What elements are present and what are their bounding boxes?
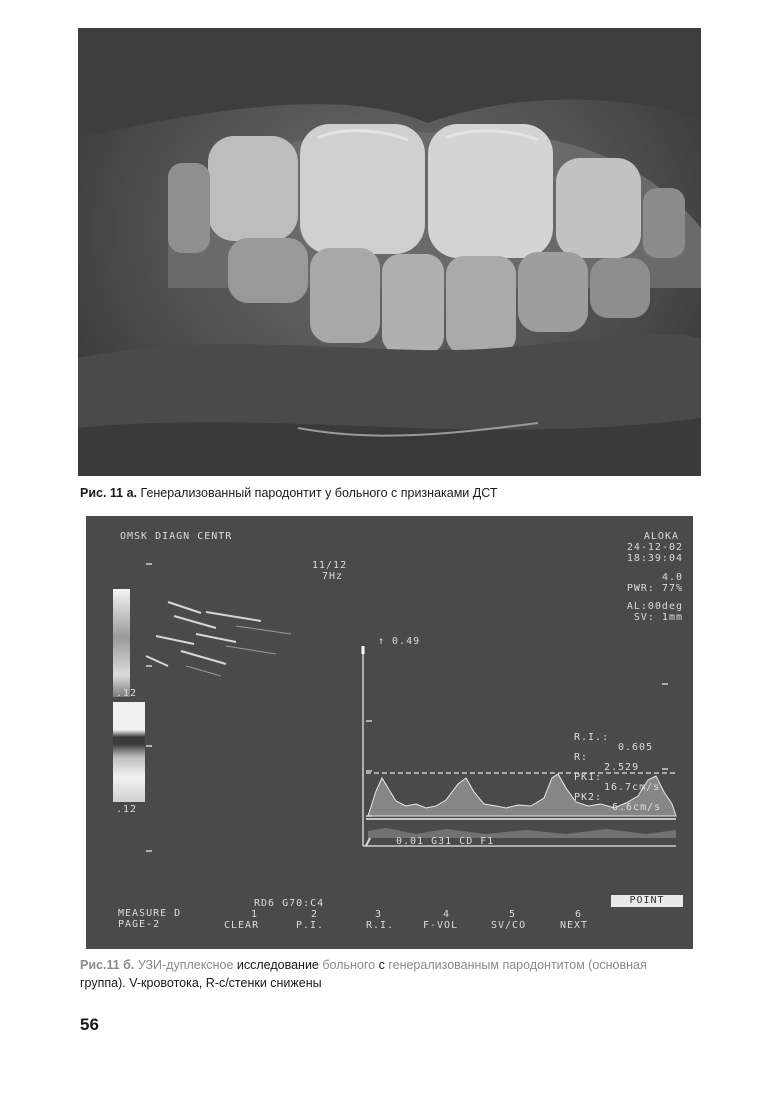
- velocity-marker: ↑ 0.49: [378, 636, 421, 647]
- teeth-illustration: [78, 28, 701, 476]
- dental-photograph: [78, 28, 701, 476]
- power-value: PWR: 77%: [626, 583, 683, 594]
- ultrasound-screen: [86, 516, 693, 949]
- figure-b-caption: [80, 956, 704, 992]
- r-value: 2.529: [604, 762, 640, 773]
- key-5-number: 5: [509, 909, 517, 920]
- probe-line-1: 11/12: [312, 560, 348, 571]
- pk1-label: PK1:: [574, 772, 603, 783]
- grayscale-bar: [113, 589, 130, 697]
- figure-b-label: Рис.11 б.: [80, 958, 135, 972]
- key-3-number: 3: [375, 909, 383, 920]
- figure-b-text-2: исследование: [236, 958, 319, 972]
- key-clear[interactable]: CLEAR: [224, 920, 260, 931]
- pk1-value: 16.7cm/s: [604, 782, 661, 793]
- scale-top: .12: [116, 688, 138, 699]
- figure-b-text-4: с: [378, 958, 385, 972]
- figure-a-caption: [80, 484, 700, 502]
- ri-value: 0.605: [618, 742, 654, 753]
- scale-bottom: .12: [116, 804, 138, 815]
- scale-readout: 0.01 G31 CD F1: [396, 836, 495, 847]
- point-button[interactable]: POINT: [611, 895, 683, 907]
- key-next[interactable]: NEXT: [560, 920, 589, 931]
- key-4-number: 4: [443, 909, 451, 920]
- ri-label: R.I.:: [574, 732, 610, 743]
- angle-value: AL:00deg: [626, 601, 683, 612]
- key-pi[interactable]: P.I.: [296, 920, 325, 931]
- color-scale-bar: [113, 702, 145, 802]
- probe-line-2: 7Hz: [322, 571, 344, 582]
- brand: ALOKA: [643, 531, 679, 542]
- key-1-number: 1: [251, 909, 259, 920]
- sample-volume: SV: 1mm: [633, 612, 683, 623]
- exam-date: 24-12-02: [626, 542, 683, 553]
- figure-b-text-3: больного: [322, 958, 376, 972]
- figure-b-text-1: УЗИ-дуплексное: [137, 958, 234, 972]
- key-fvol[interactable]: F-VOL: [423, 920, 459, 931]
- measure-label: MEASURE D: [118, 908, 182, 919]
- pk2-label: PK2:: [574, 792, 603, 803]
- key-ri[interactable]: R.I.: [366, 920, 395, 931]
- figure-b-text-line2: группа). V-кровотока, R-с/стенки снижены: [80, 976, 322, 990]
- key-2-number: 2: [311, 909, 319, 920]
- settings-readout: RD6 G70:C4: [254, 898, 325, 909]
- pk2-value: 6.6cm/s: [612, 802, 662, 813]
- page-label: PAGE-2: [118, 919, 161, 930]
- key-svco[interactable]: SV/CO: [491, 920, 527, 931]
- key-6-number: 6: [575, 909, 583, 920]
- figure-a-label: Рис. 11 а.: [80, 486, 138, 500]
- r-label: R:: [574, 752, 589, 763]
- figure-b-text-5: генерализованным пародонтитом (основная: [388, 958, 647, 972]
- figure-a-text: Генерализованный пародонтит у больного с признаками ДСТ: [140, 486, 498, 500]
- page-number: 56: [80, 1015, 99, 1034]
- header-left: OMSK DIAGN CENTR: [120, 531, 233, 542]
- exam-time: 18:39:04: [626, 553, 683, 564]
- depth-value: 4.0: [661, 572, 683, 583]
